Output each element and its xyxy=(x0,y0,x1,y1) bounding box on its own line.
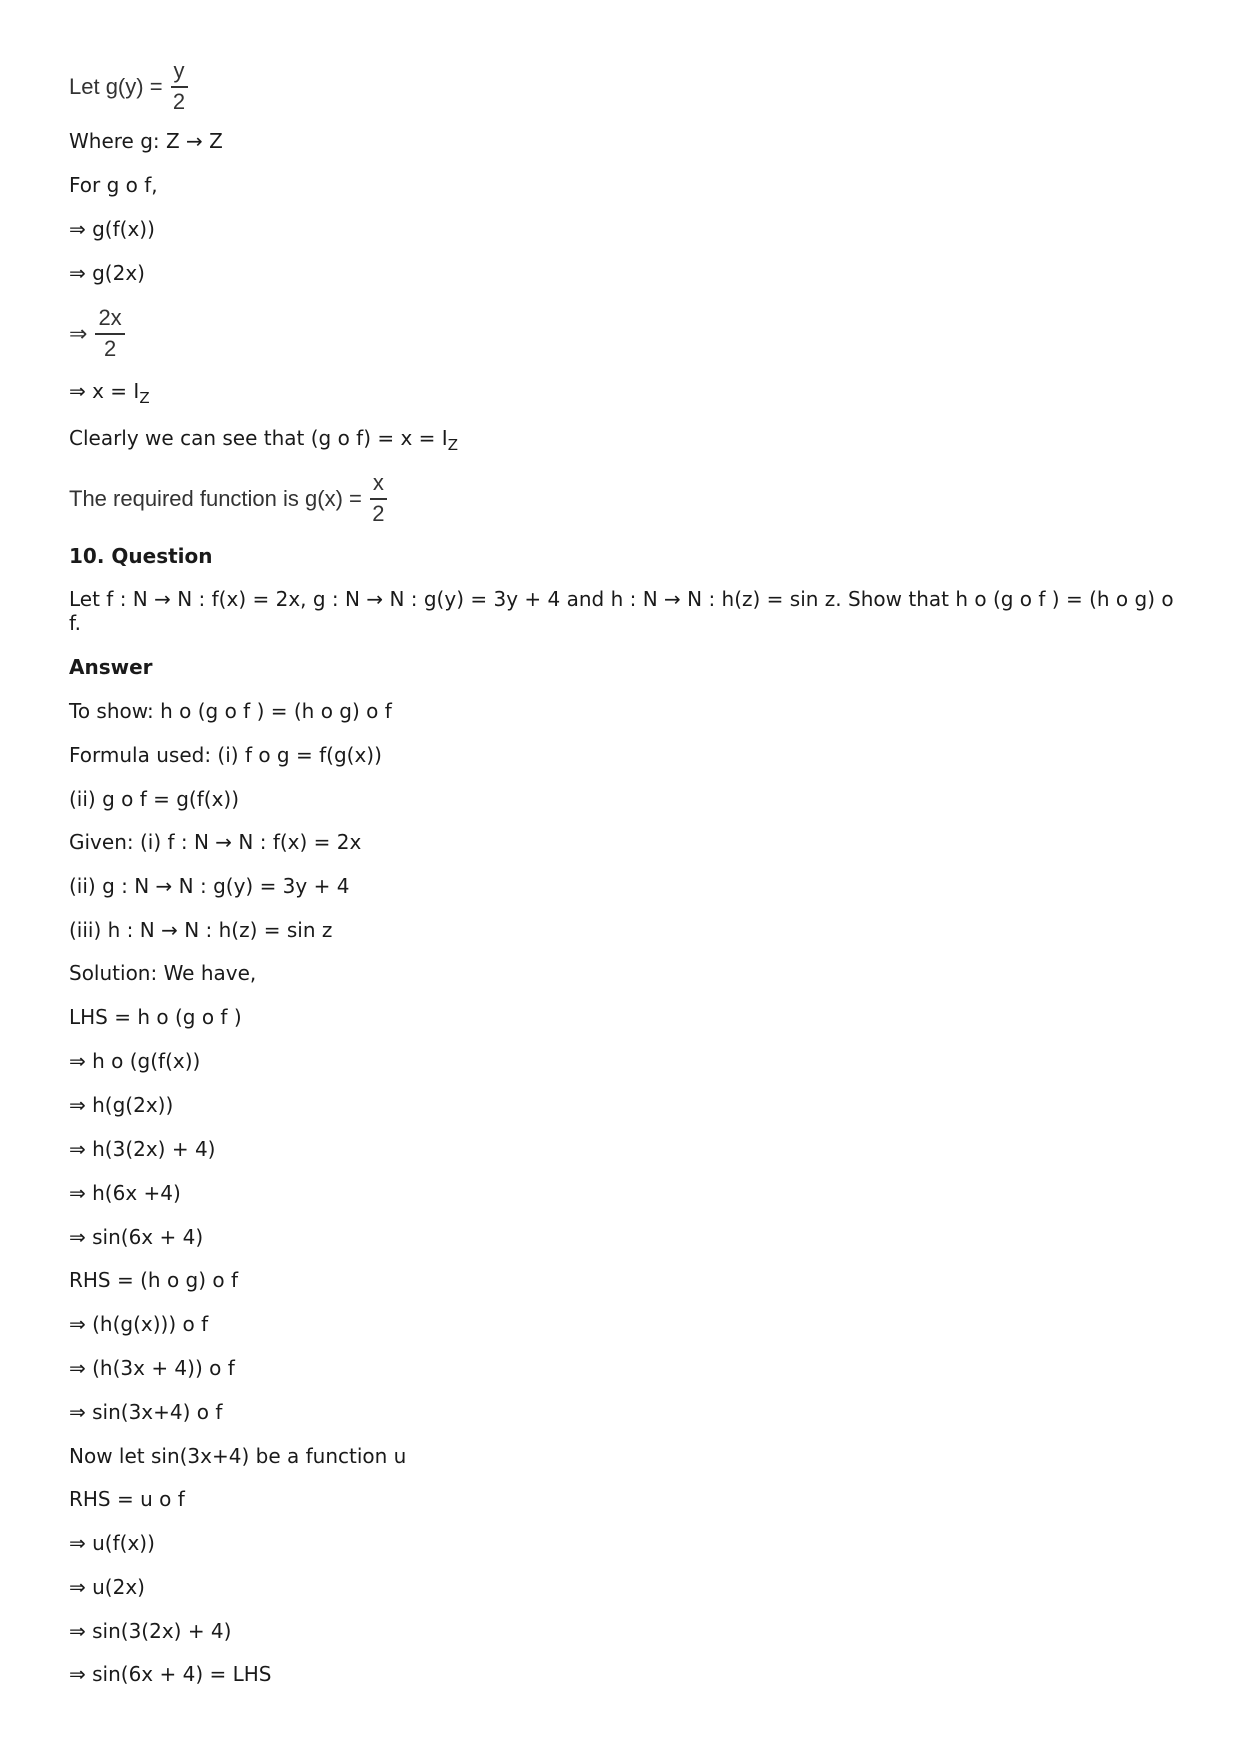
answer-heading: Answer xyxy=(69,655,153,679)
text-line: ⇒ sin(6x + 4) xyxy=(69,1225,204,1249)
fraction-2x-over-2 xyxy=(95,305,124,362)
equation-2x-over-2 xyxy=(69,305,125,362)
text-line: Now let sin(3x+4) be a function u xyxy=(69,1444,407,1468)
equation-prefix: ⇒ xyxy=(69,320,88,346)
text-line xyxy=(69,426,458,452)
subscript: Z xyxy=(447,436,458,454)
text-line: (ii) g o f = g(f(x)) xyxy=(69,787,240,811)
text-line: RHS = u o f xyxy=(69,1487,185,1511)
subscript: Z xyxy=(139,389,150,407)
text-line: ⇒ h(3(2x) + 4) xyxy=(69,1137,216,1161)
text-line: For g o f, xyxy=(69,173,158,197)
text-line: ⇒ sin(6x + 4) = LHS xyxy=(69,1662,272,1686)
equation-let-g-y xyxy=(69,58,188,115)
text-line: (ii) g : N → N : g(y) = 3y + 4 xyxy=(69,874,350,898)
text-line: (iii) h : N → N : h(z) = sin z xyxy=(69,918,333,942)
text-line: Given: (i) f : N → N : f(x) = 2x xyxy=(69,830,362,854)
text-line: ⇒ sin(3(2x) + 4) xyxy=(69,1619,232,1643)
text-line: ⇒ (h(3x + 4)) o f xyxy=(69,1356,235,1380)
text-line: ⇒ (h(g(x))) o f xyxy=(69,1312,209,1336)
equation-prefix: The required function is g(x) = xyxy=(69,485,362,511)
fraction-y-over-2 xyxy=(171,58,188,115)
text-line: ⇒ g(f(x)) xyxy=(69,217,155,241)
fraction-denominator: 2 xyxy=(103,336,117,361)
fraction-denominator: 2 xyxy=(372,501,385,526)
text-line: LHS = h o (g o f ) xyxy=(69,1005,242,1029)
line-main-text: ⇒ x = I xyxy=(69,379,140,403)
text-line: ⇒ h o (g(f(x)) xyxy=(69,1049,201,1073)
fraction-denominator: 2 xyxy=(172,89,186,114)
text-line: Formula used: (i) f o g = f(g(x)) xyxy=(69,743,382,767)
text-line xyxy=(69,379,150,405)
question-heading: 10. Question xyxy=(69,544,213,568)
text-line: ⇒ h(6x +4) xyxy=(69,1181,181,1205)
text-line: RHS = (h o g) o f xyxy=(69,1268,239,1292)
line-main-text: Clearly we can see that (g o f) = x = I xyxy=(69,426,448,450)
fraction-numerator: 2x xyxy=(98,305,122,330)
text-line: Solution: We have, xyxy=(69,961,257,985)
text-line: ⇒ h(g(2x)) xyxy=(69,1093,174,1117)
equation-prefix: Let g(y) = xyxy=(69,73,163,99)
fraction-numerator: y xyxy=(173,58,185,83)
text-line: ⇒ sin(3x+4) o f xyxy=(69,1400,223,1424)
text-line: Where g: Z → Z xyxy=(69,129,223,153)
text-line: ⇒ u(f(x)) xyxy=(69,1531,155,1555)
fraction-numerator: x xyxy=(372,470,384,495)
question-text: Let f : N → N : f(x) = 2x, g : N → N : g(y) = 3y + 4 and h : N → N : h(z) = sin z. Show that h o (g o f ) = (h o g) o f. xyxy=(69,587,1174,635)
text-line: ⇒ g(2x) xyxy=(69,261,145,285)
fraction-x-over-2 xyxy=(370,470,387,527)
text-line: To show: h o (g o f ) = (h o g) o f xyxy=(69,699,392,723)
text-line: ⇒ u(2x) xyxy=(69,1575,145,1599)
equation-required-function xyxy=(69,470,387,527)
